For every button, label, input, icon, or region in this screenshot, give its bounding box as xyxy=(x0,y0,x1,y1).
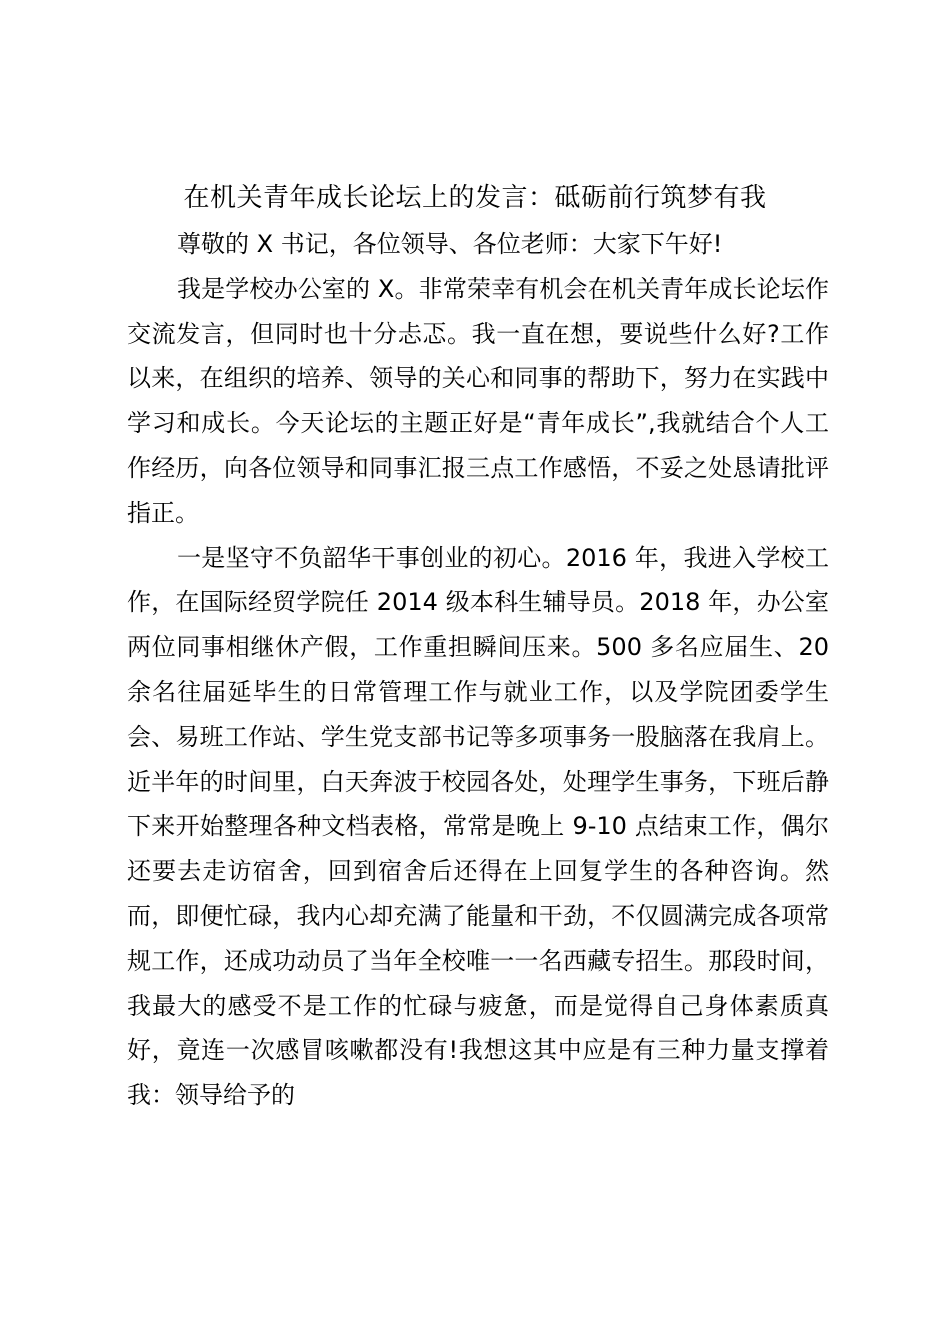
document-body xyxy=(127,222,829,1118)
paragraph-intro: 我是学校办公室的 X。非常荣幸有机会在机关青年成长论坛作交流发言，但同时也十分忐忑。我一直在想，要说些什么好?工作以来，在组织的培养、领导的关心和同事的帮助下，努力在实践中学习和成长。今天论坛的主题正好是“青年成长”,我就结合个人工作经历，向各位领导和同事汇报三点工作感悟，不妥之处恳请批评指正。 xyxy=(127,274,829,527)
greeting-line: 尊敬的 X 书记，各位领导、各位老师：大家下午好! xyxy=(177,230,723,258)
paragraph-point-one: 一是坚守不负韶华干事创业的初心。2016 年，我进入学校工作，在国际经贸学院任 2014 级本科生辅导员。2018 年，办公室两位同事相继休产假，工作重担瞬间压来。500 多名应届生、20 余名往届延毕生的日常管理工作与就业工作，以及学院团委学生会、易班工作站、学生党支部书记等多项事务一股脑落在我肩上。近半年的时间里，白天奔波于校园各处，处理学生事务，下班后静下来开始整理各种文档表格，常常是晚上 9-10 点结束工作，偶尔还要去走访宿舍，回到宿舍后还得在上回复学生的各种咨询。然而，即便忙碌，我内心却充满了能量和干劲，不仅圆满完成各项常规工作，还成功动员了当年全校唯一一名西藏专招生。那段时间，我最大的感受不是工作的忙碌与疲惫，而是觉得自己身体素质真好，竟连一次感冒咳嗽都没有!我想这其中应是有三种力量支撑着我：领导给予的 xyxy=(127,543,829,1110)
document-title: 在机关青年成长论坛上的发言：砥砺前行筑梦有我 xyxy=(183,183,767,213)
